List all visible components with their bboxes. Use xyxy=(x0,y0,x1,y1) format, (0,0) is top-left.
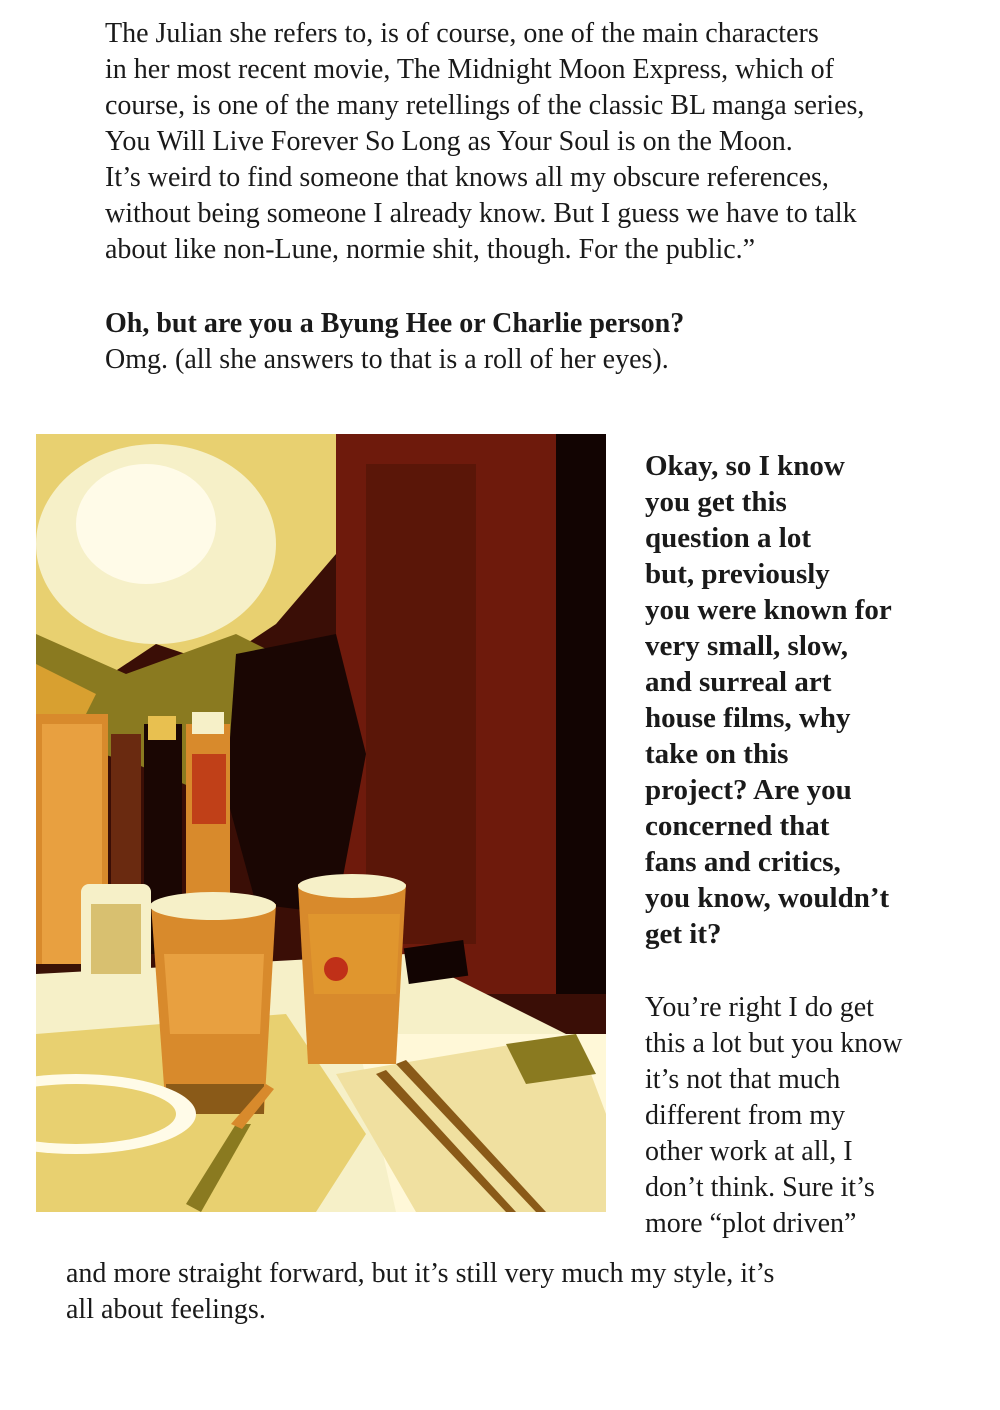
question-heading: Oh, but are you a Byung Hee or Charlie person? xyxy=(105,308,685,339)
intro-line: without being someone I already know. But I guess we have to talk xyxy=(105,198,857,229)
question-line: very small, slow, xyxy=(645,630,848,662)
restaurant-table-drinks-photo xyxy=(36,434,606,1212)
answer-line: different from my xyxy=(645,1100,846,1131)
intro-line: It’s weird to find someone that knows all my obscure references, xyxy=(105,162,829,193)
question-line: you get this xyxy=(645,486,787,518)
intro-line: You Will Live Forever So Long as Your Soul is on the Moon. xyxy=(105,126,793,157)
question-line: you were known for xyxy=(645,594,892,626)
intro-line: about like non-Lune, normie shit, though. For the public.” xyxy=(105,234,756,265)
answer-line: this a lot but you know xyxy=(645,1028,903,1059)
answer-line: don’t think. Sure it’s xyxy=(645,1172,875,1203)
answer-line: and more straight forward, but it’s still very much my style, it’s xyxy=(66,1258,775,1289)
question-line: house films, why xyxy=(645,702,851,734)
answer-text: Omg. (all she answers to that is a roll of her eyes). xyxy=(105,344,669,375)
question-line: concerned that xyxy=(645,810,830,842)
question-line: you know, wouldn’t xyxy=(645,882,890,914)
question-line: but, previously xyxy=(645,558,830,590)
answer-line: it’s not that much xyxy=(645,1064,841,1095)
answer-line: other work at all, I xyxy=(645,1136,853,1167)
intro-line: The Julian she refers to, is of course, one of the main characters xyxy=(105,18,819,49)
question-line: get it? xyxy=(645,918,722,950)
answer-line: all about feelings. xyxy=(66,1294,266,1325)
answer-line: You’re right I do get xyxy=(645,992,874,1023)
answer-line: more “plot driven” xyxy=(645,1208,857,1239)
intro-line: in her most recent movie, The Midnight Moon Express, which of xyxy=(105,54,834,85)
question-line: Okay, so I know xyxy=(645,450,845,482)
question-line: take on this xyxy=(645,738,789,770)
question-line: question a lot xyxy=(645,522,811,554)
intro-line: course, is one of the many retellings of the classic BL manga series, xyxy=(105,90,865,121)
question-line: fans and critics, xyxy=(645,846,841,878)
question-line: project? Are you xyxy=(645,774,852,806)
question-line: and surreal art xyxy=(645,666,832,698)
